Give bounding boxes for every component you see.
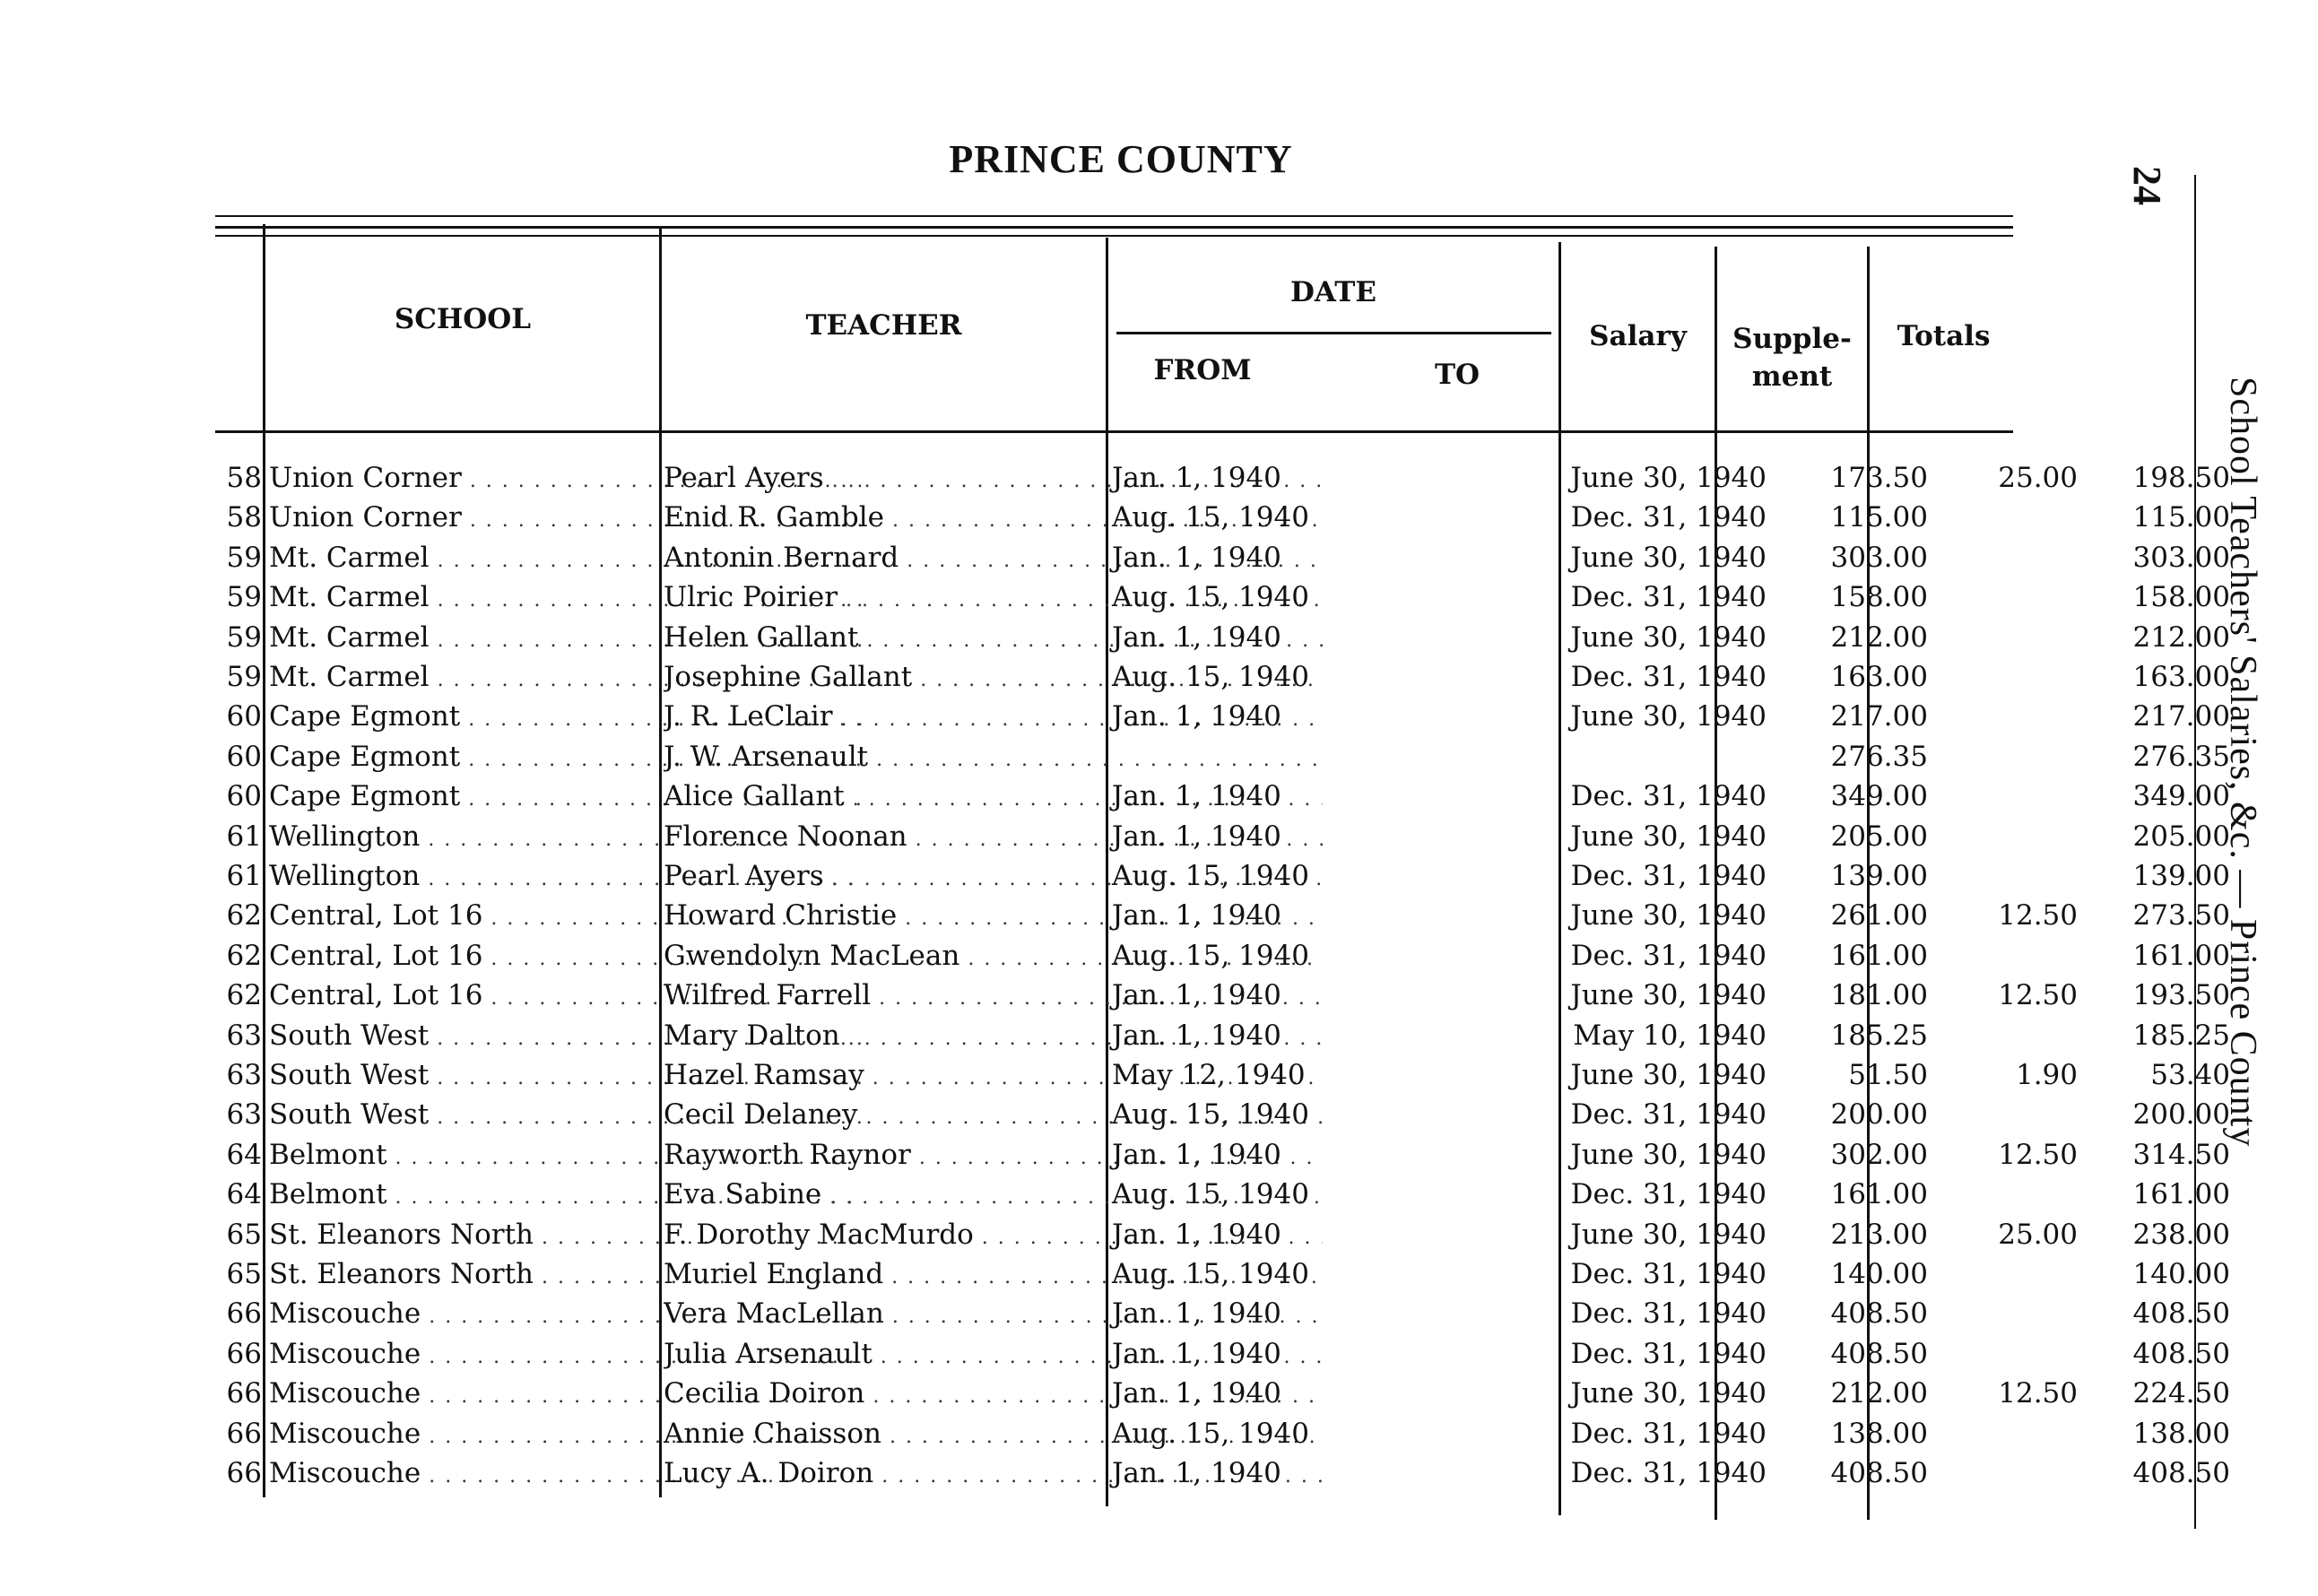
top-rule-2 bbox=[215, 226, 2013, 229]
date-divider-rule bbox=[1116, 332, 1551, 334]
school-number: 66 bbox=[226, 1417, 262, 1450]
salary-value: 185.25 bbox=[1830, 1019, 1928, 1052]
header-salary: Salary bbox=[1589, 320, 1687, 352]
total-value: 158.00 bbox=[2132, 581, 2230, 614]
date-from: Jan. 1, 1940 bbox=[1112, 979, 1281, 1012]
school-name: South West . . . bbox=[269, 1019, 861, 1052]
total-value: 139.00 bbox=[2132, 860, 2230, 892]
salary-value: 408.50 bbox=[1830, 1337, 1928, 1370]
teacher-name: Lucy A. Doiron . . . bbox=[664, 1457, 1323, 1489]
teacher-name: Eva Sabine . . . bbox=[664, 1178, 1323, 1210]
header-school: SCHOOL bbox=[394, 303, 532, 335]
date-to: Dec. 31, 1940 bbox=[1570, 501, 1767, 534]
teacher-name: Muriel England . . . bbox=[664, 1258, 1323, 1290]
table-row bbox=[215, 979, 2230, 1019]
date-to: Dec. 31, 1940 bbox=[1570, 1098, 1767, 1132]
page-number: 24 bbox=[2125, 166, 2169, 205]
table-row bbox=[215, 661, 2230, 700]
table-row bbox=[215, 860, 2230, 899]
total-value: 115.00 bbox=[2132, 501, 2230, 534]
school-name: Miscouche . . . bbox=[269, 1338, 861, 1370]
date-to: Dec. 31, 1940 bbox=[1570, 1258, 1767, 1290]
total-value: 161.00 bbox=[2132, 1178, 2230, 1211]
school-number: 63 bbox=[226, 1019, 262, 1052]
date-to: Dec. 31, 1940 bbox=[1570, 780, 1767, 813]
school-name: Central, Lot 16 . . . bbox=[269, 899, 861, 932]
salary-value: 139.00 bbox=[1830, 860, 1928, 892]
total-value: 408.50 bbox=[2132, 1297, 2230, 1331]
header-bottom-rule bbox=[215, 430, 2013, 433]
date-from: Jan. 1, 1940 bbox=[1112, 780, 1281, 813]
salary-value: 140.00 bbox=[1830, 1258, 1928, 1290]
salary-value: 200.00 bbox=[1830, 1098, 1928, 1132]
teacher-name: Antonin Bernard . . . bbox=[664, 542, 1323, 574]
supplement-value: 25.00 bbox=[1998, 462, 2078, 494]
total-value: 200.00 bbox=[2132, 1098, 2230, 1132]
date-from: Jan. 1, 1940 bbox=[1112, 1377, 1281, 1410]
date-from: Aug. 15, 1940 bbox=[1112, 501, 1309, 534]
school-name: South West . . . bbox=[269, 1059, 861, 1091]
school-name: Cape Egmont . . . bbox=[269, 741, 861, 773]
school-name: St. Eleanors North . . . bbox=[269, 1258, 861, 1290]
salary-value: 158.00 bbox=[1830, 581, 1928, 614]
school-name: Miscouche . . . bbox=[269, 1297, 861, 1330]
salary-value: 115.00 bbox=[1830, 501, 1928, 534]
date-from: Jan. 1, 1940 bbox=[1112, 1218, 1281, 1251]
date-from: Jan. 1, 1940 bbox=[1112, 899, 1281, 932]
date-from: Aug. 15, 1940 bbox=[1112, 1417, 1309, 1450]
school-number: 66 bbox=[226, 1297, 262, 1331]
salary-value: 408.50 bbox=[1830, 1457, 1928, 1489]
date-to: June 30, 1940 bbox=[1570, 899, 1767, 932]
teacher-name: Pearl Ayers . . . bbox=[664, 462, 1323, 494]
teacher-name: Mary Dalton . . . bbox=[664, 1019, 1323, 1052]
school-name: Mt. Carmel . . . bbox=[269, 661, 861, 693]
date-to: June 30, 1940 bbox=[1570, 1377, 1767, 1410]
table-row bbox=[215, 1337, 2230, 1377]
table-row bbox=[215, 1297, 2230, 1337]
school-name: South West . . . bbox=[269, 1098, 861, 1131]
date-to: June 30, 1940 bbox=[1570, 1218, 1767, 1251]
date-to: Dec. 31, 1940 bbox=[1570, 1297, 1767, 1331]
total-value: 349.00 bbox=[2132, 780, 2230, 813]
date-from: Jan. 1, 1940 bbox=[1112, 1138, 1281, 1171]
date-to: June 30, 1940 bbox=[1570, 1138, 1767, 1171]
school-name: Central, Lot 16 . . . bbox=[269, 979, 861, 1011]
date-from: Aug. 15, 1940 bbox=[1112, 1258, 1309, 1290]
school-name: Miscouche . . . bbox=[269, 1457, 861, 1489]
salary-value: 217.00 bbox=[1830, 700, 1928, 733]
date-to: June 30, 1940 bbox=[1570, 700, 1767, 733]
table-row bbox=[215, 1218, 2230, 1258]
salary-value: 163.00 bbox=[1830, 661, 1928, 693]
header-supplement: Supple- ment bbox=[1732, 323, 1852, 393]
table-row bbox=[215, 740, 2230, 780]
school-number: 60 bbox=[226, 740, 262, 773]
school-number: 61 bbox=[226, 860, 262, 892]
teacher-name: Helen Gallant . . . bbox=[664, 621, 1323, 654]
salary-value: 173.50 bbox=[1830, 462, 1928, 494]
top-rule-1 bbox=[215, 215, 2013, 217]
table-row bbox=[215, 1138, 2230, 1178]
school-name: St. Eleanors North . . . bbox=[269, 1219, 861, 1251]
teacher-name: Vera MacLellan . . . bbox=[664, 1297, 1323, 1330]
date-to: Dec. 31, 1940 bbox=[1570, 1417, 1767, 1450]
table-row bbox=[215, 1019, 2230, 1059]
total-value: 314.50 bbox=[2132, 1138, 2230, 1171]
teacher-name: J. R. LeClair . . . bbox=[664, 700, 1323, 733]
salary-value: 212.00 bbox=[1830, 1377, 1928, 1410]
supplement-value: 12.50 bbox=[1998, 1377, 2078, 1410]
table-row bbox=[215, 620, 2230, 661]
school-name: Miscouche . . . bbox=[269, 1418, 861, 1450]
table-row bbox=[215, 939, 2230, 979]
salary-value: 138.00 bbox=[1830, 1417, 1928, 1450]
teacher-name: Rayworth Raynor . . . bbox=[664, 1139, 1323, 1171]
table-row bbox=[215, 1098, 2230, 1138]
total-value: 138.00 bbox=[2132, 1417, 2230, 1450]
school-number: 61 bbox=[226, 820, 262, 853]
table-row bbox=[215, 1377, 2230, 1417]
date-to: June 30, 1940 bbox=[1570, 1059, 1767, 1091]
school-name: Mt. Carmel . . . bbox=[269, 621, 861, 654]
school-number: 59 bbox=[226, 581, 262, 614]
header-from: FROM bbox=[1153, 354, 1252, 386]
total-value: 193.50 bbox=[2132, 979, 2230, 1012]
total-value: 408.50 bbox=[2132, 1457, 2230, 1489]
school-number: 59 bbox=[226, 541, 262, 574]
school-name: Wellington . . . bbox=[269, 820, 861, 853]
date-to: June 30, 1940 bbox=[1570, 462, 1767, 494]
school-number: 64 bbox=[226, 1138, 262, 1171]
running-title: School Teachers' Salaries, &c. — Prince County bbox=[2222, 377, 2263, 1148]
salary-value: 212.00 bbox=[1830, 620, 1928, 654]
date-from: Aug. 15, 1940 bbox=[1112, 661, 1309, 693]
salary-value: 261.00 bbox=[1830, 899, 1928, 932]
school-number: 58 bbox=[226, 501, 262, 534]
school-name: Central, Lot 16 . . . bbox=[269, 940, 861, 972]
teacher-name: Enid R. Gamble . . . bbox=[664, 501, 1323, 533]
date-to: Dec. 31, 1940 bbox=[1570, 661, 1767, 693]
date-to: Dec. 31, 1940 bbox=[1570, 1337, 1767, 1370]
date-from: Aug. 15, 1940 bbox=[1112, 581, 1309, 614]
date-to: June 30, 1940 bbox=[1570, 820, 1767, 853]
date-from: Jan. 1, 1940 bbox=[1112, 1457, 1281, 1489]
supplement-value: 12.50 bbox=[1998, 899, 2078, 932]
table-row bbox=[215, 700, 2230, 740]
school-name: Wellington . . . bbox=[269, 860, 861, 892]
total-value: 238.00 bbox=[2132, 1218, 2230, 1251]
date-from: Jan. 1, 1940 bbox=[1112, 620, 1281, 654]
total-value: 273.50 bbox=[2132, 899, 2230, 932]
school-number: 60 bbox=[226, 780, 262, 813]
header-teacher: TEACHER bbox=[805, 309, 962, 342]
teacher-name: Julia Arsenault . . . bbox=[664, 1338, 1323, 1370]
table-row bbox=[215, 780, 2230, 820]
table-row bbox=[215, 820, 2230, 860]
table-row bbox=[215, 899, 2230, 939]
school-name: Belmont . . . bbox=[269, 1178, 861, 1210]
teacher-name: Gwendolyn MacLean . . . bbox=[664, 940, 1323, 972]
table-row bbox=[215, 1417, 2230, 1457]
table-row bbox=[215, 462, 2230, 501]
salary-value: 205.00 bbox=[1830, 820, 1928, 853]
salary-value: 408.50 bbox=[1830, 1297, 1928, 1331]
page-title: PRINCE COUNTY bbox=[949, 137, 1293, 181]
school-number: 65 bbox=[226, 1258, 262, 1290]
teacher-name: Annie Chaisson . . . bbox=[664, 1418, 1323, 1450]
date-to: June 30, 1940 bbox=[1570, 979, 1767, 1012]
teacher-name: Hazel Ramsay . . . bbox=[664, 1059, 1323, 1091]
school-number: 66 bbox=[226, 1337, 262, 1370]
school-name: Mt. Carmel . . . bbox=[269, 542, 861, 574]
date-to: Dec. 31, 1940 bbox=[1570, 939, 1767, 972]
supplement-value: 12.50 bbox=[1998, 979, 2078, 1012]
date-to: Dec. 31, 1940 bbox=[1570, 581, 1767, 614]
school-number: 60 bbox=[226, 700, 262, 733]
teacher-name: Ulric Poirier . . . bbox=[664, 581, 1323, 613]
table-row bbox=[215, 1059, 2230, 1098]
total-value: 53.40 bbox=[2150, 1059, 2230, 1091]
date-from: Aug. 15, 1940 bbox=[1112, 1098, 1309, 1132]
salary-value: 302.00 bbox=[1830, 1138, 1928, 1171]
salary-value: 161.00 bbox=[1830, 939, 1928, 972]
date-to: Dec. 31, 1940 bbox=[1570, 1178, 1767, 1211]
school-number: 66 bbox=[226, 1377, 262, 1410]
date-from: Aug. 15, 1940 bbox=[1112, 1178, 1309, 1211]
salary-value: 349.00 bbox=[1830, 780, 1928, 813]
teacher-name: Wilfred Farrell . . . bbox=[664, 979, 1323, 1011]
salary-value: 161.00 bbox=[1830, 1178, 1928, 1211]
teacher-name: Pearl Ayers . . . bbox=[664, 860, 1323, 892]
school-number: 62 bbox=[226, 899, 262, 932]
salary-value: 276.35 bbox=[1830, 740, 1928, 773]
date-from: Jan. 1, 1940 bbox=[1112, 1019, 1281, 1052]
school-number: 63 bbox=[226, 1059, 262, 1091]
total-value: 224.50 bbox=[2132, 1377, 2230, 1410]
date-from: Aug. 15, 1940 bbox=[1112, 939, 1309, 972]
table-row bbox=[215, 1457, 2230, 1496]
total-value: 212.00 bbox=[2132, 620, 2230, 654]
date-from: May 12, 1940 bbox=[1112, 1059, 1306, 1091]
table-row bbox=[215, 1258, 2230, 1297]
date-from: Aug. 15, 1940 bbox=[1112, 860, 1309, 892]
school-number: 58 bbox=[226, 462, 262, 494]
school-number: 63 bbox=[226, 1098, 262, 1132]
date-to: Dec. 31, 1940 bbox=[1570, 860, 1767, 892]
school-name: Union Corner . . . bbox=[269, 501, 861, 533]
total-value: 140.00 bbox=[2132, 1258, 2230, 1290]
date-to: June 30, 1940 bbox=[1570, 620, 1767, 654]
total-value: 205.00 bbox=[2132, 820, 2230, 853]
supplement-value: 25.00 bbox=[1998, 1218, 2078, 1251]
school-number: 62 bbox=[226, 939, 262, 972]
supplement-value: 1.90 bbox=[2015, 1059, 2078, 1091]
teacher-name: F. Dorothy MacMurdo . . . bbox=[664, 1219, 1323, 1251]
date-from: Jan. 1, 1940 bbox=[1112, 541, 1281, 574]
school-number: 65 bbox=[226, 1218, 262, 1251]
date-from: Jan. 1, 1940 bbox=[1112, 820, 1281, 853]
date-to: June 30, 1940 bbox=[1570, 541, 1767, 574]
school-number: 64 bbox=[226, 1178, 262, 1211]
date-from: Jan. 1, 1940 bbox=[1112, 1297, 1281, 1331]
header-totals: Totals bbox=[1897, 320, 1991, 352]
date-from: Jan. 1, 1940 bbox=[1112, 700, 1281, 733]
table-row bbox=[215, 1178, 2230, 1218]
school-name: Belmont . . . bbox=[269, 1139, 861, 1171]
total-value: 185.25 bbox=[2132, 1019, 2230, 1052]
teacher-name: Cecil Delaney . . . bbox=[664, 1098, 1323, 1131]
school-name: Miscouche . . . bbox=[269, 1377, 861, 1410]
supplement-value: 12.50 bbox=[1998, 1138, 2078, 1171]
school-name: Mt. Carmel . . . bbox=[269, 581, 861, 613]
total-value: 217.00 bbox=[2132, 700, 2230, 733]
salary-value: 303.00 bbox=[1830, 541, 1928, 574]
school-number: 59 bbox=[226, 620, 262, 654]
teacher-name: Josephine Gallant . . . bbox=[664, 661, 1323, 693]
top-rule-3 bbox=[215, 235, 2013, 237]
header-date: DATE bbox=[1290, 276, 1376, 308]
total-value: 303.00 bbox=[2132, 541, 2230, 574]
date-from: Jan. 1, 1940 bbox=[1112, 462, 1281, 494]
school-number: 66 bbox=[226, 1457, 262, 1489]
total-value: 408.50 bbox=[2132, 1337, 2230, 1370]
teacher-name: Florence Noonan . . . bbox=[664, 820, 1323, 853]
table-row bbox=[215, 541, 2230, 581]
school-name: Cape Egmont . . . bbox=[269, 700, 861, 733]
date-to: May 10, 1940 bbox=[1573, 1019, 1767, 1052]
teacher-name: Cecilia Doiron . . . bbox=[664, 1377, 1323, 1410]
teacher-name: J. W. Arsenault . . . bbox=[664, 741, 1323, 773]
date-to: Dec. 31, 1940 bbox=[1570, 1457, 1767, 1489]
date-from: Jan. 1, 1940 bbox=[1112, 1337, 1281, 1370]
school-number: 62 bbox=[226, 979, 262, 1012]
school-name: Cape Egmont . . . bbox=[269, 780, 861, 812]
school-number: 59 bbox=[226, 661, 262, 693]
salary-value: 51.50 bbox=[1848, 1059, 1928, 1091]
header-to: TO bbox=[1434, 359, 1480, 391]
teacher-name: Alice Gallant . . . bbox=[664, 780, 1323, 812]
school-name: Union Corner . . . bbox=[269, 462, 861, 494]
salary-value: 213.00 bbox=[1830, 1218, 1928, 1251]
total-value: 198.50 bbox=[2132, 462, 2230, 494]
total-value: 276.35 bbox=[2132, 740, 2230, 773]
table-row bbox=[215, 581, 2230, 620]
table-row bbox=[215, 501, 2230, 541]
salary-value: 181.00 bbox=[1830, 979, 1928, 1012]
total-value: 163.00 bbox=[2132, 661, 2230, 693]
teacher-name: Howard Christie . . . bbox=[664, 899, 1323, 932]
total-value: 161.00 bbox=[2132, 939, 2230, 972]
